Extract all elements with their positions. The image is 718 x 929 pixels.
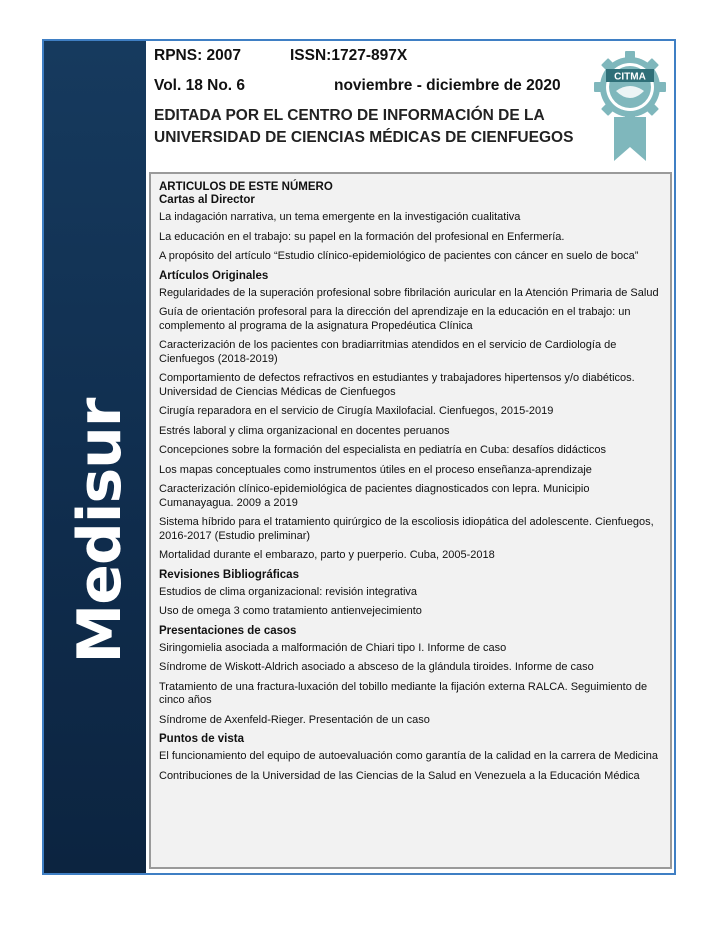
article-title[interactable]: Los mapas conceptuales como instrumentos útiles en el proceso enseñanza-aprendizaje — [159, 463, 592, 476]
medisur-logo-text: Medisur — [65, 398, 135, 664]
section-heading: Cartas al Director — [159, 194, 255, 206]
article-title[interactable]: Concepciones sobre la formación del especialista en pediatría en Cuba: desafíos didácticos — [159, 444, 606, 456]
table-of-contents — [149, 172, 672, 869]
article-title[interactable]: La educación en el trabajo: su papel en la formación del profesional en Enfermería. — [159, 230, 565, 243]
article-title[interactable]: Síndrome de Wiskott-Aldrich asociado a absceso de la glándula tiroides. Informe de caso — [159, 661, 594, 673]
article-title[interactable]: Uso de omega 3 como tratamiento antienvejecimiento — [159, 605, 422, 617]
registration-row — [154, 47, 408, 65]
citma-badge-label: CITMA — [614, 71, 646, 83]
citma-badge-icon — [594, 51, 666, 163]
article-title[interactable]: La indagación narrativa, un tema emergente en la investigación cualitativa — [159, 211, 521, 223]
article-title[interactable]: Guía de orientación profesoral para la dirección del aprendizaje en la educación en el trabajo: un complemento al programa de la asignatura Propedéutica Clínica — [159, 306, 631, 332]
article-title[interactable]: Contribuciones de la Universidad de las Ciencias de la Salud en Venezuela a la Educación Médica — [159, 769, 640, 782]
article-title[interactable]: Mortalidad durante el embarazo, parto y puerperio. Cuba, 2005-2018 — [159, 549, 495, 561]
article-title[interactable]: Síndrome de Axenfeld-Rieger. Presentación de un caso — [159, 713, 430, 726]
section-heading: Presentaciones de casos — [159, 624, 297, 637]
medisur-logo — [65, 386, 135, 676]
article-title[interactable]: Cirugía reparadora en el servicio de Cirugía Maxilofacial. Cienfuegos, 2015-2019 — [159, 405, 554, 417]
article-title[interactable]: Tratamiento de una fractura-luxación del tobillo mediante la fijación externa RALCA. Seguimiento de cinco años — [159, 680, 648, 706]
cover-header — [154, 45, 594, 165]
rpns-number: RPNS: 2007 — [154, 47, 242, 64]
publisher-statement — [154, 105, 573, 149]
article-title[interactable]: Regularidades de la superación profesional sobre fibrilación auricular en la Atención Primaria de Salud — [159, 286, 659, 299]
section-heading: Revisiones Bibliográficas — [159, 568, 299, 581]
volume-number: Vol. 18 No. 6 — [154, 77, 246, 94]
article-title[interactable]: Estrés laboral y clima organizacional en docentes peruanos — [159, 424, 450, 437]
publisher-line-1: EDITADA POR EL CENTRO DE INFORMACIÓN DE LA — [154, 107, 545, 124]
article-title[interactable]: Comportamiento de defectos refractivos en estudiantes y trabajadores hipertensos y/o diabéticos. Universidad de Ciencias Médicas de Cienfuegos — [159, 372, 635, 398]
article-title[interactable]: Estudios de clima organizacional: revisión integrativa — [159, 585, 418, 598]
toc-content — [159, 181, 664, 789]
article-title[interactable]: Caracterización de los pacientes con bradiarritmias atendidos en el servicio de Cardiología de Cienfuegos (2018-2019) — [159, 339, 617, 365]
section-heading: Artículos Originales — [159, 269, 269, 282]
article-title[interactable]: El funcionamiento del equipo de autoevaluación como garantía de la calidad en la carrera de Medicina — [159, 750, 658, 762]
article-title[interactable]: Siringomielia asociada a malformación de Chiari tipo I. Informe de caso — [159, 641, 507, 654]
section-heading: Puntos de vista — [159, 733, 244, 745]
issue-date: noviembre - diciembre de 2020 — [334, 77, 561, 94]
article-title[interactable]: Caracterización clínico-epidemiológica de pacientes diagnosticados con lepra. Municipio Cumanayagua. 2009 a 2019 — [159, 483, 590, 509]
toc-title: ARTICULOS DE ESTE NÚMERO — [159, 181, 333, 193]
cover-sidebar — [44, 41, 146, 873]
issue-row — [154, 77, 561, 95]
article-title[interactable]: A propósito del artículo “Estudio clínico-epidemiológico de pacientes con cáncer en suelo de boca” — [159, 250, 639, 262]
article-title[interactable]: Sistema híbrido para el tratamiento quirúrgico de la escoliosis idiopática del adolescente. Cienfuegos, 2016-2017 (Estudio preliminar) — [159, 516, 654, 542]
publisher-line-2: UNIVERSIDAD DE CIENCIAS MÉDICAS DE CIENFUEGOS — [154, 129, 574, 146]
journal-cover — [42, 39, 676, 875]
issn-number: ISSN:1727-897X — [290, 47, 408, 64]
